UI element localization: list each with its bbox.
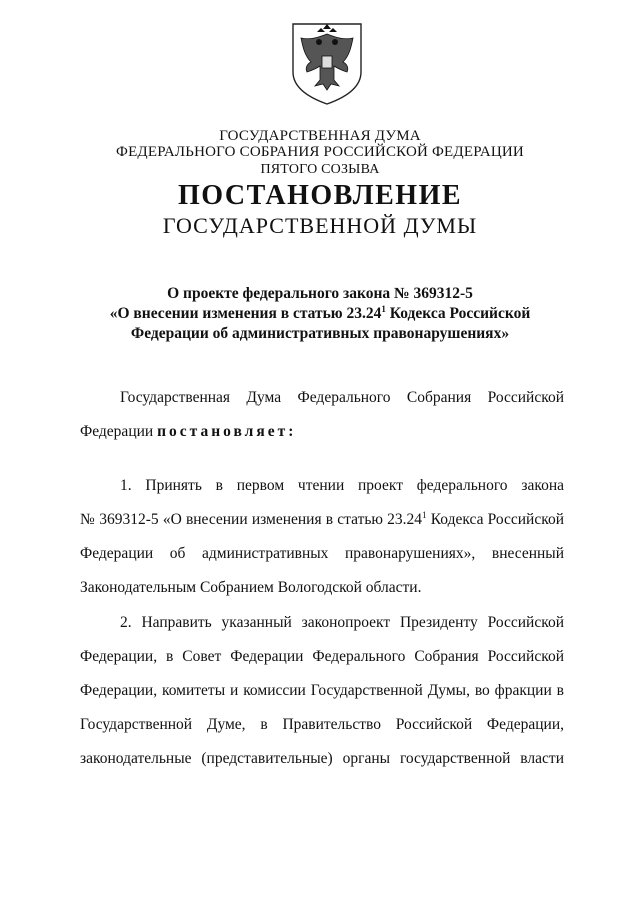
- header-line-duma: ГОСУДАРСТВЕННАЯ ДУМА: [219, 128, 421, 144]
- document-title: ПОСТАНОВЛЕНИЕ: [177, 180, 463, 211]
- item-1-paragraph: [80, 469, 564, 605]
- caption-line-2: «О внесении изменения в статью 23.24$^1$ Кодекса Российской: [109, 303, 531, 322]
- preamble-line-2: Федерации постановляет:: [80, 423, 297, 440]
- document-subtitle: ГОСУДАРСТВЕННОЙ ДУМЫ: [162, 213, 478, 238]
- preamble-line-1: Государственная Дума Федерального Собрания Российской: [120, 389, 564, 406]
- item1-line-2: № 369312-5 «О внесении изменения в статью 23.24$^1$ Кодекса Российской: [80, 509, 564, 528]
- item2-line-2: Федерации, в Совет Федерации Федерального Собрания Российской: [80, 648, 564, 665]
- item1-line-1: 1. Принять в первом чтении проект федерального закона: [120, 477, 564, 494]
- coat-of-arms-icon: [287, 20, 367, 108]
- item2-line-5: законодательные (представительные) органы государственной власти: [80, 750, 564, 767]
- item2-line-1: 2. Направить указанный законопроект Президенту Российской: [120, 614, 564, 631]
- item1-line-3: Федерации об административных правонарушениях», внесенный: [80, 545, 564, 562]
- item2-line-4: Государственной Думе, в Правительство Российской Федерации,: [80, 716, 564, 733]
- decree-keyword: постановляет:: [157, 423, 297, 440]
- caption-line-1: О проекте федерального закона № 369312-5: [167, 285, 473, 302]
- header-line-convocation: ПЯТОГО СОЗЫВА: [260, 162, 380, 177]
- caption-line-3: Федерации об административных правонарушениях»: [130, 325, 510, 342]
- preamble-paragraph: [80, 381, 564, 449]
- header-line-assembly: ФЕДЕРАЛЬНОГО СОБРАНИЯ РОССИЙСКОЙ ФЕДЕРАЦИИ: [116, 144, 524, 160]
- law-caption: [0, 284, 640, 344]
- item-2-paragraph: [80, 606, 564, 776]
- item2-line-3: Федерации, комитеты и комиссии Государственной Думы, во фракции в: [80, 682, 564, 699]
- item1-line-4: Законодательным Собранием Вологодской области.: [80, 579, 422, 596]
